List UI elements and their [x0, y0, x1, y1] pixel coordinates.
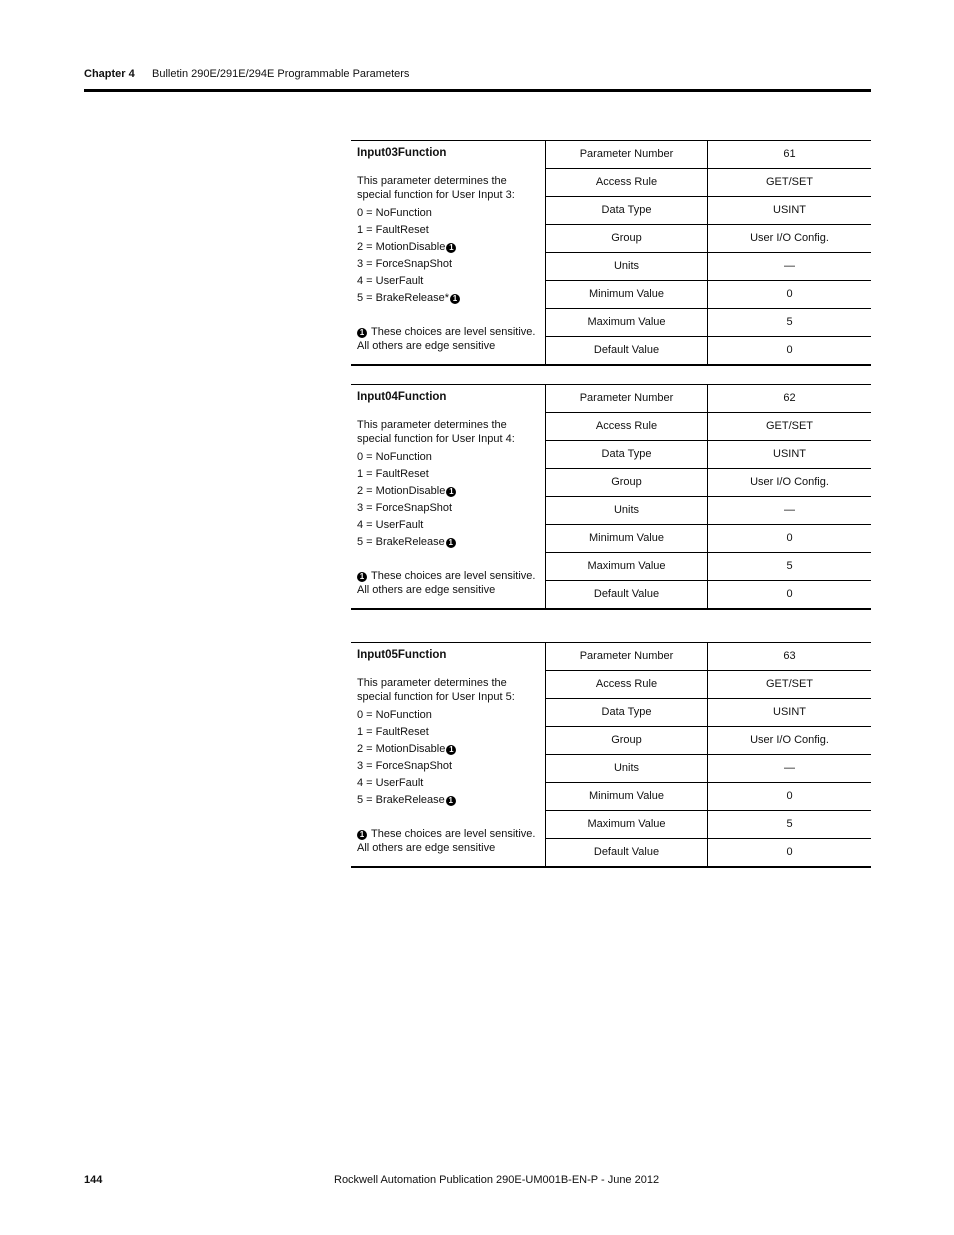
attribute-label: Minimum Value	[546, 281, 708, 308]
attribute-label: Maximum Value	[546, 309, 708, 336]
parameter-description	[351, 643, 546, 866]
option-item: 5 = BrakeRelease 1	[357, 792, 539, 809]
parameter-table-input04	[351, 384, 871, 610]
attribute-value: 61	[783, 148, 796, 160]
note-marker-icon: 1	[446, 538, 456, 548]
parameter-intro: This parameter determines the special function for User Input 3:	[357, 175, 515, 201]
parameter-name: Input05Function	[357, 649, 447, 661]
table-row	[546, 671, 871, 699]
attribute-label: Maximum Value	[546, 811, 708, 838]
option-item: 0 = NoFunction	[357, 451, 432, 463]
attribute-value: GET/SET	[765, 176, 814, 188]
attribute-value: 63	[783, 650, 796, 662]
table-row	[546, 525, 871, 553]
attribute-label: Group	[546, 727, 708, 754]
attribute-value: 0	[786, 588, 793, 600]
attribute-label: Access Rule	[546, 413, 708, 440]
note-marker-icon: 1	[446, 243, 456, 253]
attribute-value: 0	[786, 532, 793, 544]
page-footer	[84, 1174, 871, 1192]
note-marker-icon: 1	[450, 294, 460, 304]
chapter-title: Bulletin 290E/291E/294E Programmable Parameters	[152, 68, 410, 80]
attribute-value: 0	[786, 790, 793, 802]
parameter-attributes	[546, 385, 871, 608]
table-row	[546, 441, 871, 469]
attribute-label: Access Rule	[546, 671, 708, 698]
table-row	[546, 337, 871, 365]
note-marker-icon: 1	[357, 572, 367, 582]
attribute-label: Data Type	[546, 699, 708, 726]
option-item: 4 = UserFault	[357, 777, 424, 789]
table-row	[546, 783, 871, 811]
option-item: 3 = ForceSnapShot	[357, 258, 453, 270]
option-item: 3 = ForceSnapShot	[357, 760, 453, 772]
attribute-label: Group	[546, 469, 708, 496]
table-row	[546, 225, 871, 253]
attribute-label: Parameter Number	[546, 385, 708, 412]
parameter-name: Input04Function	[357, 391, 447, 403]
table-row	[546, 281, 871, 309]
publication-info: Rockwell Automation Publication 290E-UM001B-EN-P - June 2012	[334, 1174, 660, 1186]
option-item: 3 = ForceSnapShot	[357, 502, 453, 514]
parameter-table-input05	[351, 642, 871, 868]
table-row	[546, 643, 871, 671]
option-item: 5 = BrakeRelease 1	[357, 534, 539, 551]
note-marker-icon: 1	[446, 745, 456, 755]
attribute-label: Minimum Value	[546, 783, 708, 810]
attribute-label: Parameter Number	[546, 141, 708, 168]
table-row	[546, 385, 871, 413]
header-rule	[84, 89, 871, 92]
parameter-attributes	[546, 141, 871, 364]
attribute-label: Units	[546, 253, 708, 280]
table-row	[546, 581, 871, 609]
attribute-label: Maximum Value	[546, 553, 708, 580]
parameter-note: 1 These choices are level sensitive. All others are edge sensitive	[357, 828, 536, 854]
option-item: 2 = MotionDisable 1	[357, 239, 539, 256]
attribute-label: Default Value	[546, 839, 708, 867]
page-number: 144	[84, 1174, 103, 1186]
table-row	[546, 727, 871, 755]
attribute-value: —	[784, 762, 795, 774]
option-item: 2 = MotionDisable 1	[357, 483, 539, 500]
table-row	[546, 253, 871, 281]
table-row	[546, 169, 871, 197]
attribute-label: Minimum Value	[546, 525, 708, 552]
option-item: 0 = NoFunction	[357, 709, 432, 721]
attribute-label: Default Value	[546, 337, 708, 365]
table-row	[546, 553, 871, 581]
attribute-value: USINT	[773, 204, 806, 216]
attribute-value: 5	[786, 316, 793, 328]
attribute-label: Units	[546, 497, 708, 524]
attribute-value: 0	[786, 288, 793, 300]
option-item: 2 = MotionDisable 1	[357, 741, 539, 758]
table-row	[546, 755, 871, 783]
attribute-value: —	[784, 504, 795, 516]
option-item: 5 = BrakeRelease* 1	[357, 290, 539, 307]
page-header	[84, 66, 871, 90]
attribute-value: —	[784, 260, 795, 272]
attribute-label: Data Type	[546, 441, 708, 468]
option-item: 4 = UserFault	[357, 275, 424, 287]
parameter-intro: This parameter determines the special function for User Input 5:	[357, 677, 515, 703]
attribute-value: 5	[786, 818, 793, 830]
attribute-value: 62	[783, 392, 796, 404]
table-row	[546, 811, 871, 839]
parameter-table-input03	[351, 140, 871, 366]
table-row	[546, 469, 871, 497]
table-row	[546, 413, 871, 441]
table-row	[546, 197, 871, 225]
option-item: 1 = FaultReset	[357, 468, 429, 480]
attribute-label: Data Type	[546, 197, 708, 224]
option-item: 1 = FaultReset	[357, 726, 429, 738]
chapter-label: Chapter 4	[84, 68, 135, 80]
attribute-label: Default Value	[546, 581, 708, 609]
attribute-label: Units	[546, 755, 708, 782]
attribute-value: User I/O Config.	[750, 734, 829, 746]
parameter-name: Input03Function	[357, 147, 447, 159]
note-marker-icon: 1	[357, 830, 367, 840]
attribute-value: 0	[786, 846, 793, 858]
parameter-description	[351, 385, 546, 608]
option-item: 1 = FaultReset	[357, 224, 429, 236]
table-row	[546, 141, 871, 169]
note-marker-icon: 1	[446, 796, 456, 806]
attribute-label: Parameter Number	[546, 643, 708, 670]
table-row	[546, 839, 871, 867]
option-item: 0 = NoFunction	[357, 207, 432, 219]
parameter-description	[351, 141, 546, 364]
attribute-value: USINT	[773, 706, 806, 718]
note-marker-icon: 1	[446, 487, 456, 497]
attribute-value: User I/O Config.	[750, 232, 829, 244]
option-item: 4 = UserFault	[357, 519, 424, 531]
attribute-value: 5	[786, 560, 793, 572]
parameter-note: 1 These choices are level sensitive. All others are edge sensitive	[357, 326, 536, 352]
attribute-value: GET/SET	[765, 420, 814, 432]
attribute-label: Group	[546, 225, 708, 252]
attribute-value: 0	[786, 344, 793, 356]
parameter-note: 1 These choices are level sensitive. All others are edge sensitive	[357, 570, 536, 596]
attribute-value: GET/SET	[765, 678, 814, 690]
table-row	[546, 699, 871, 727]
parameter-intro: This parameter determines the special function for User Input 4:	[357, 419, 515, 445]
attribute-value: USINT	[773, 448, 806, 460]
attribute-value: User I/O Config.	[750, 476, 829, 488]
table-row	[546, 309, 871, 337]
note-marker-icon: 1	[357, 328, 367, 338]
table-row	[546, 497, 871, 525]
attribute-label: Access Rule	[546, 169, 708, 196]
parameter-attributes	[546, 643, 871, 866]
